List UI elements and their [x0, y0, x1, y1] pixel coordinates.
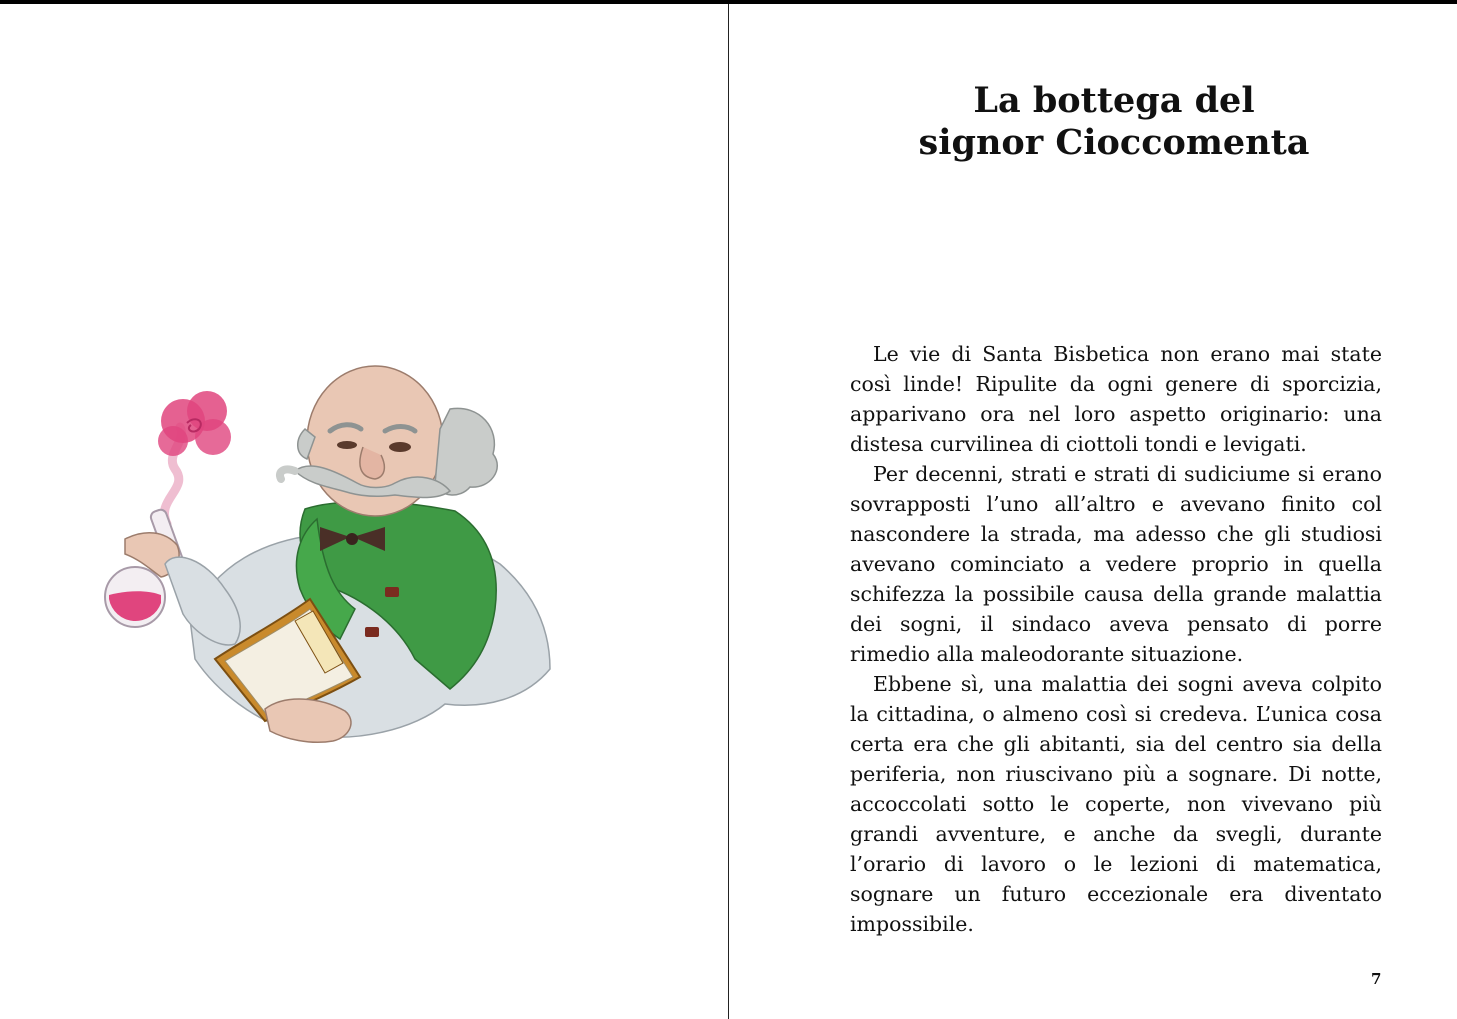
right-page	[729, 4, 1457, 1019]
page-number: 7	[1371, 970, 1382, 988]
paragraph-3: Ebbene sì, una malattia dei sogni aveva colpito la cittadina, o almeno così si credeva. L’unica cosa certa era che gli abitanti, sia del centro sia della periferia, non riuscivano più a sognare. Di notte, accoccolati sotto le coperte, non vivevano più grandi avventure, e anche da svegli, durante l’orario di lavoro o le lezioni di matematica, sognare un futuro eccezionale era diventato impossibile.	[850, 672, 1382, 936]
chapter-title-line-2: signor Cioccomenta	[918, 122, 1310, 163]
chapter-title	[909, 80, 1319, 164]
alchemist-illustration	[95, 359, 565, 759]
paragraph-2: Per decenni, strati e strati di sudiciume si erano sovrapposti l’uno all’altro e avevano finito col nascondere la strada, ma adesso che gli studiosi avevano cominciato a vedere proprio in quella schifezza la possibile causa della grande malattia dei sogni, il sindaco aveva pensato di porre rimedio alla maleodorante situazione.	[850, 462, 1382, 666]
smoke-cloud-icon	[158, 391, 231, 524]
paragraph-1: Le vie di Santa Bisbetica non erano mai state così linde! Ripulite da ogni genere di sporcizia, apparivano ora nel loro aspetto originario: una distesa curvilinea di ciottoli tondi e levigati.	[850, 342, 1382, 456]
chapter-title-line-1: La bottega del	[973, 80, 1255, 121]
chapter-body	[850, 339, 1382, 939]
left-page	[0, 4, 728, 1019]
